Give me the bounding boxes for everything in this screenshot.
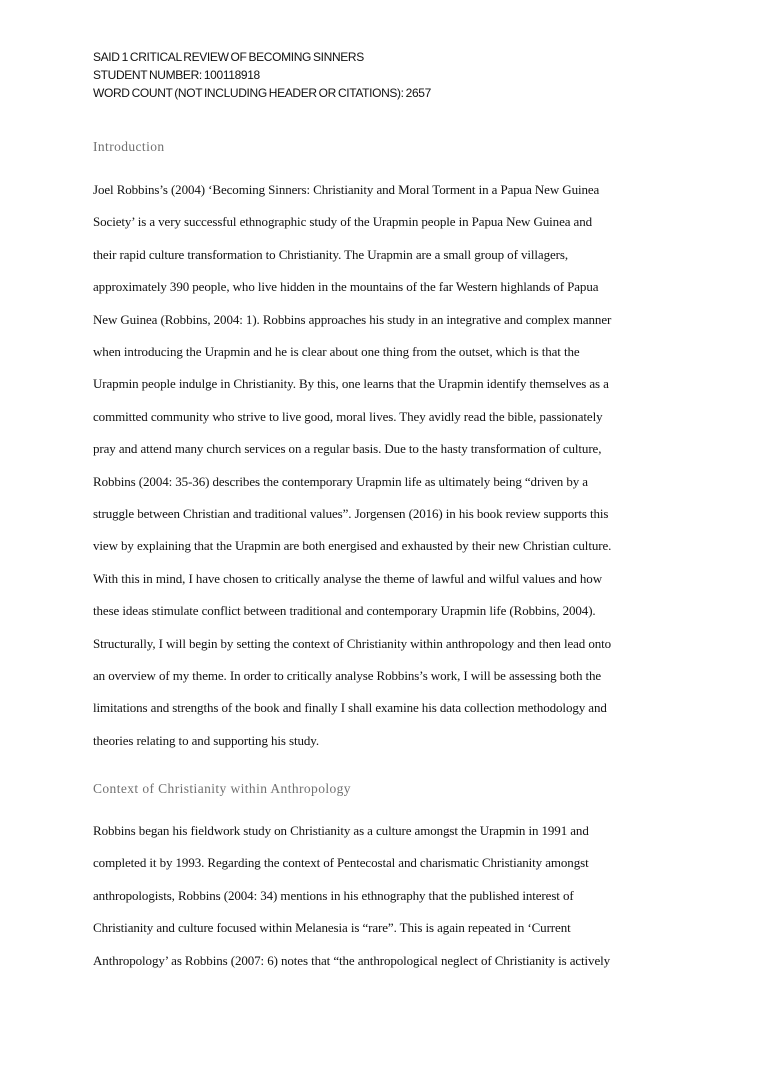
- paragraph-line: Society’ is a very successful ethnographic study of the Urapmin people in Papua New Guinea and: [93, 214, 593, 230]
- paragraph-line: Christianity and culture focused within Melanesia is “rare”. This is again repeated in ‘Current: [93, 920, 571, 936]
- paragraph-line: pray and attend many church services on a regular basis. Due to the hasty transformation of culture,: [93, 441, 602, 457]
- header-student-number: STUDENT NUMBER: 100118918: [93, 68, 260, 82]
- paragraph-line: With this in mind, I have chosen to critically analyse the theme of lawful and wilful values and how: [93, 570, 602, 586]
- paragraph-line: theories relating to and supporting his study.: [93, 732, 319, 748]
- paragraph-line: struggle between Christian and traditional values”. Jorgensen (2016) in his book review supports this: [93, 506, 609, 521]
- paragraph-line: approximately 390 people, who live hidden in the mountains of the far Western highlands of Papua: [93, 279, 599, 295]
- paragraph-line: anthropologists, Robbins (2004: 34) mentions in his ethnography that the published interest of: [93, 887, 574, 903]
- paragraph-line: their rapid culture transformation to Christianity. The Urapmin are a small group of villagers,: [93, 246, 568, 262]
- paragraph-line: New Guinea (Robbins, 2004: 1). Robbins approaches his study in an integrative and complex manner: [93, 311, 612, 327]
- paragraph-line: limitations and strengths of the book and finally I shall examine his data collection methodology and: [93, 700, 607, 716]
- paragraph-line: view by explaining that the Urapmin are both energised and exhausted by their new Christian culture.: [93, 538, 612, 554]
- paragraph-line: Structurally, I will begin by setting the context of Christianity within anthropology and then lead onto: [93, 635, 612, 651]
- paragraph-line: when introducing the Urapmin and he is clear about one thing from the outset, which is that the: [93, 344, 580, 359]
- paragraph-line: completed it by 1993. Regarding the context of Pentecostal and charismatic Christianity amongst: [93, 855, 589, 871]
- header-word-count: WORD COUNT (NOT INCLUDING HEADER OR CITATIONS): 2657: [93, 86, 431, 100]
- paragraph-line: Joel Robbins’s (2004) ‘Becoming Sinners: Christianity and Moral Torment in a Papua New Guinea: [93, 182, 600, 197]
- introduction-heading: Introduction: [93, 139, 165, 154]
- document-header: [93, 48, 693, 102]
- paragraph-line: committed community who strive to live good, moral lives. They avidly read the bible, passionately: [93, 408, 603, 424]
- paragraph-line: Robbins (2004: 35-36) describes the contemporary Urapmin life as ultimately being “driven by a: [93, 473, 588, 489]
- header-title: SAID 1 CRITICAL REVIEW OF BECOMING SINNERS: [93, 50, 364, 64]
- context-heading: Context of Christianity within Anthropology: [93, 781, 351, 796]
- paragraph-line: an overview of my theme. In order to critically analyse Robbins’s work, I will be assessing both the: [93, 668, 602, 683]
- paragraph-line: Anthropology’ as Robbins (2007: 6) notes that “the anthropological neglect of Christianity is actively: [93, 952, 611, 968]
- paragraph-line: Urapmin people indulge in Christianity. By this, one learns that the Urapmin identify themselves as a: [93, 376, 609, 392]
- paragraph-line: Robbins began his fieldwork study on Christianity as a culture amongst the Urapmin in 1991 and: [93, 823, 589, 838]
- paragraph-line: these ideas stimulate conflict between traditional and contemporary Urapmin life (Robbins, 2004).: [93, 603, 596, 619]
